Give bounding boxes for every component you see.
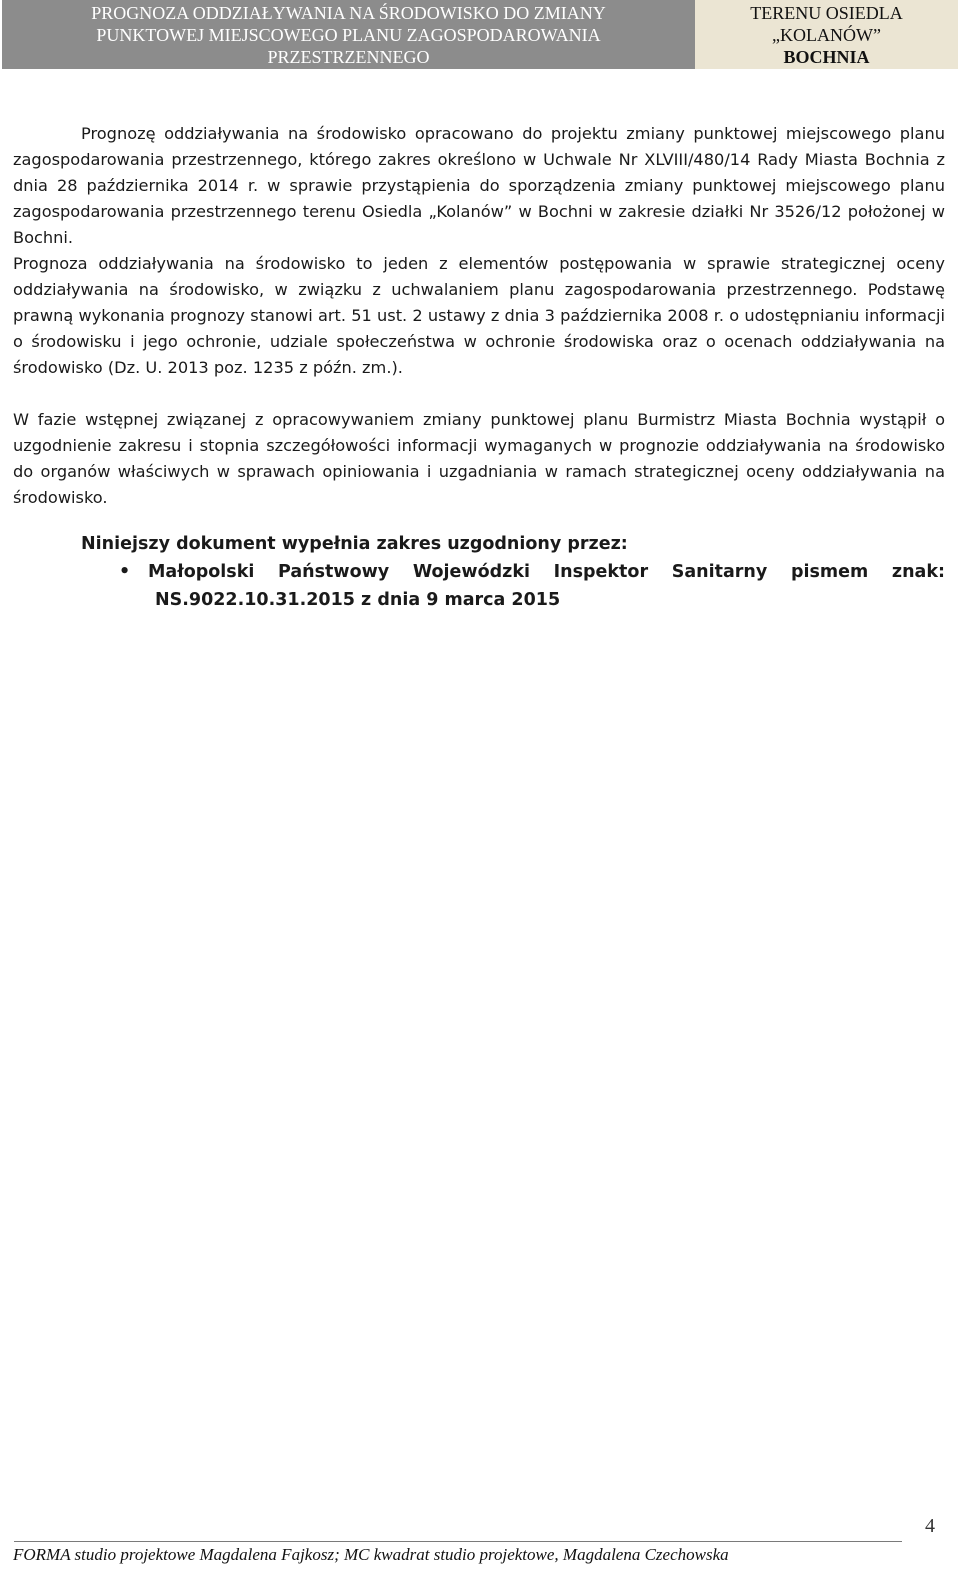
paragraph-preliminary-phase: W fazie wstępnej związanej z opracowywaniem zmiany punktowej planu Burmistrz Miasta Bochnia wystąpił o uzgodnienie zakresu i stopnia szczegółowości informacji wymaganych w prognozie oddziaływania na środowisko do organów właściwych w sprawach opiniowania i uzgadniania w ramach strategicznej oceny oddziaływania na środowisko. bbox=[13, 410, 945, 507]
location-line-1: TERENU OSIEDLA bbox=[750, 2, 903, 23]
document-title-line-1: PROGNOZA ODDZIAŁYWANIA NA ŚRODOWISKO DO ZMIANY bbox=[91, 2, 606, 23]
paragraph-scope: Prognozę oddziaływania na środowisko opracowano do projektu zmiany punktowej miejscowego planu zagospodarowania przestrzennego, którego zakres określono w Uchwale Nr XLVIII/480/14 Rady Miasta Bochnia z dnia 28 października 2014 r. w sprawie przystąpienia do sporządzenia zmiany punktowej miejscowego planu zagospodarowania przestrzennego terenu Osiedla „Kolanów” w Bochni w zakresie działki Nr 3526/12 położonej w Bochni. bbox=[13, 124, 945, 247]
approval-list-item bbox=[81, 558, 945, 614]
document-body bbox=[13, 121, 945, 511]
approval-title: Niniejszy dokument wypełnia zakres uzgodniony przez: bbox=[81, 534, 628, 554]
footer-divider bbox=[14, 1541, 902, 1542]
page-number: 4 bbox=[925, 1515, 935, 1537]
location-line-3: BOCHNIA bbox=[783, 46, 870, 67]
approval-item-line-1: Małopolski Państwowy Wojewódzki Inspektor Sanitarny pismem znak: bbox=[148, 562, 945, 582]
document-title-line-2: PUNKTOWEJ MIEJSCOWEGO PLANU ZAGOSPODAROWANIA bbox=[96, 24, 601, 45]
footer-credit: FORMA studio projektowe Magdalena Fajkosz; MC kwadrat studio projektowe, Magdalena Czechowska bbox=[13, 1545, 729, 1564]
page-header bbox=[2, 0, 958, 69]
approval-section bbox=[81, 530, 945, 614]
location-line-2: „KOLANÓW” bbox=[772, 24, 881, 45]
document-title-line-3: PRZESTRZENNEGO bbox=[267, 46, 430, 67]
location-banner bbox=[695, 0, 958, 69]
document-title-banner bbox=[2, 0, 695, 69]
approval-item-line-2: NS.9022.10.31.2015 z dnia 9 marca 2015 bbox=[155, 590, 561, 610]
paragraph-legal-basis: Prognoza oddziaływania na środowisko to jeden z elementów postępowania w sprawie strategicznej oceny oddziaływania na środowisko, w związku z uchwalaniem planu zagospodarowania przestrzennego. Podstawę prawną wykonania prognozy stanowi art. 51 ust. 2 ustawy z dnia 3 października 2008 r. o udostępnianiu informacji o środowisku i jego ochronie, udziale społeczeństwa w ochronie środowiska oraz o ocenach oddziaływania na środowisko (Dz. U. 2013 poz. 1235 z późn. zm.). bbox=[13, 254, 945, 377]
bullet-icon: • bbox=[119, 562, 131, 582]
